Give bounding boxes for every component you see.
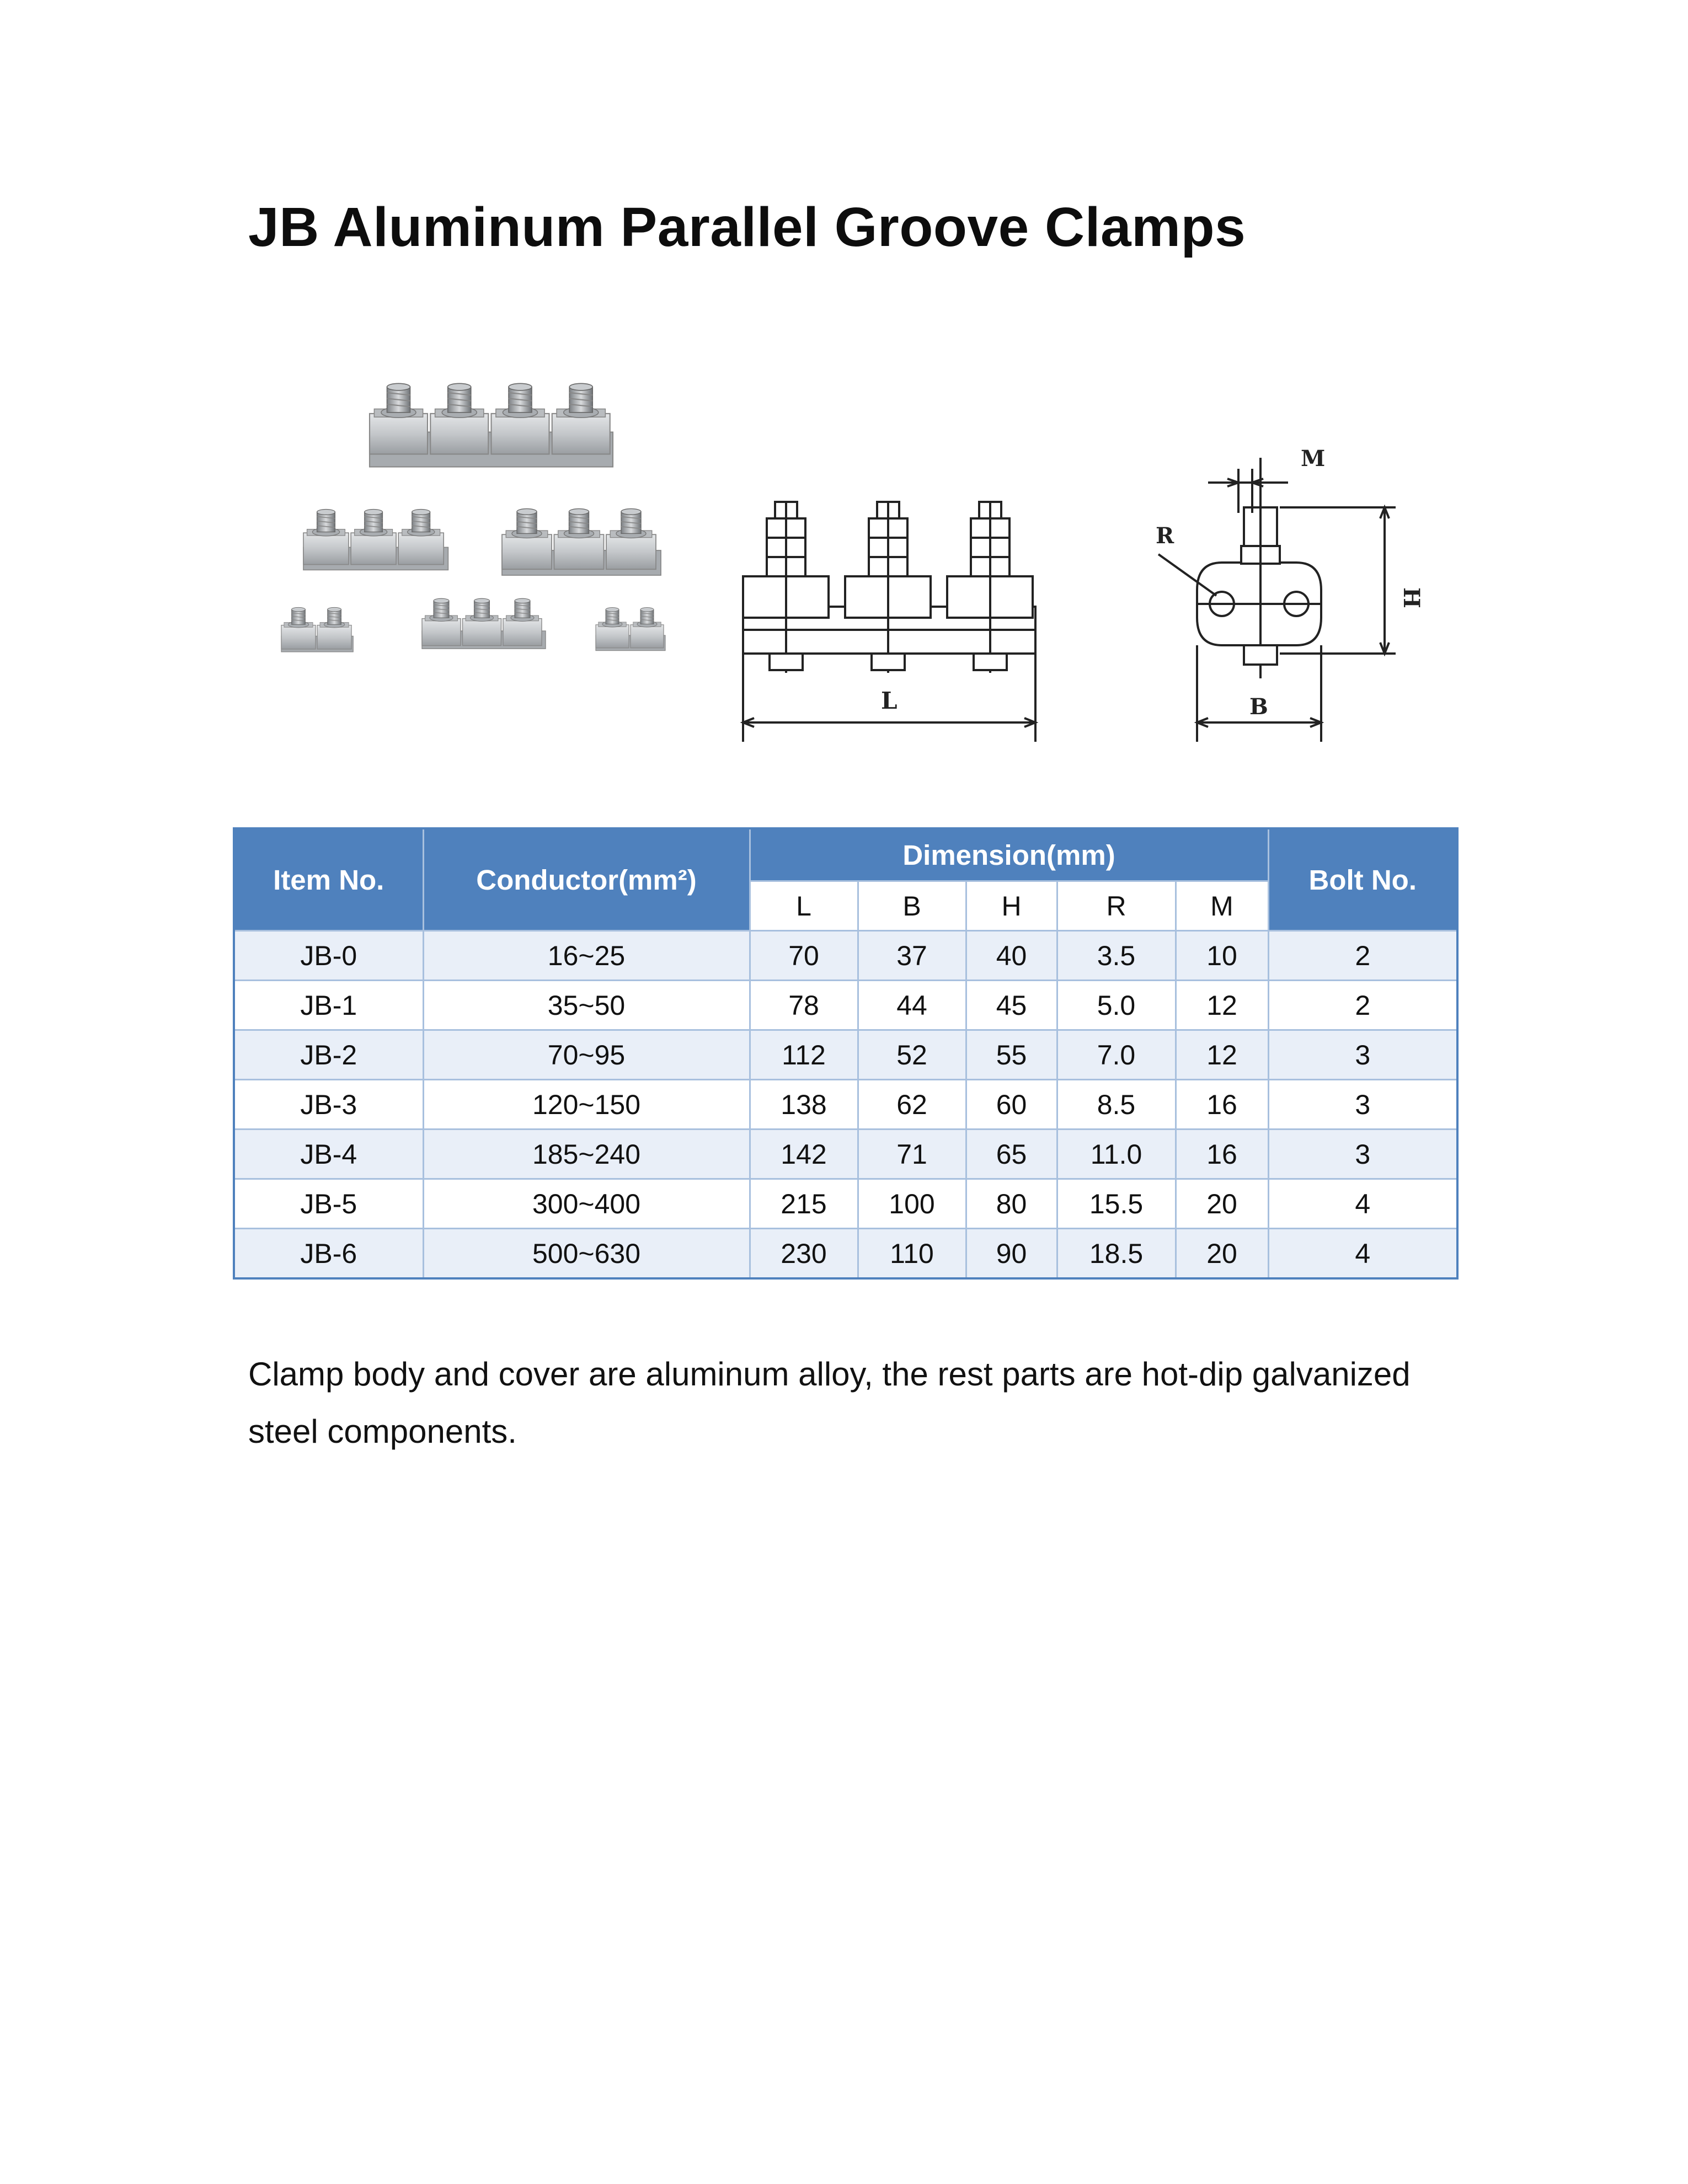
- cell-dim-L: 142: [750, 1130, 858, 1179]
- cell-bolt-no: 2: [1268, 931, 1457, 981]
- header-item-no: Item No.: [234, 828, 423, 931]
- cell-dim-B: 52: [858, 1030, 966, 1080]
- cell-dim-R: 11.0: [1057, 1130, 1176, 1179]
- clamps-photo: [270, 381, 701, 689]
- header-dim-B: B: [858, 881, 966, 931]
- header-conductor: Conductor(mm²): [423, 828, 750, 931]
- table-row: [234, 1229, 1457, 1279]
- cell-conductor: 70~95: [423, 1030, 750, 1080]
- spec-table: [233, 827, 1459, 1280]
- cell-dim-R: 18.5: [1057, 1229, 1176, 1279]
- cell-dim-H: 55: [966, 1030, 1057, 1080]
- cell-bolt-no: 4: [1268, 1179, 1457, 1229]
- cell-conductor: 185~240: [423, 1130, 750, 1179]
- front-view-drawing: [736, 485, 1078, 761]
- table-row: [234, 1080, 1457, 1130]
- cell-dim-R: 5.0: [1057, 981, 1176, 1030]
- cell-dim-B: 100: [858, 1179, 966, 1229]
- cell-dim-B: 44: [858, 981, 966, 1030]
- cell-conductor: 35~50: [423, 981, 750, 1030]
- cell-dim-B: 37: [858, 931, 966, 981]
- cell-bolt-no: 3: [1268, 1030, 1457, 1080]
- cell-dim-R: 15.5: [1057, 1179, 1176, 1229]
- table-row: [234, 981, 1457, 1030]
- cell-dim-B: 62: [858, 1080, 966, 1130]
- table-row: [234, 1130, 1457, 1179]
- cell-bolt-no: 3: [1268, 1080, 1457, 1130]
- header-dim-M: M: [1176, 881, 1268, 931]
- cell-dim-B: 110: [858, 1229, 966, 1279]
- front-label-L: L: [881, 687, 898, 714]
- cell-dim-M: 10: [1176, 931, 1268, 981]
- page-title: JB Aluminum Parallel Groove Clamps: [248, 196, 1246, 258]
- cell-dim-M: 16: [1176, 1130, 1268, 1179]
- side-label-R: R: [1156, 523, 1174, 549]
- table-row: [234, 1030, 1457, 1080]
- cell-dim-R: 8.5: [1057, 1080, 1176, 1130]
- cell-item-no: JB-2: [234, 1030, 423, 1080]
- cell-dim-H: 40: [966, 931, 1057, 981]
- cell-dim-H: 65: [966, 1130, 1057, 1179]
- cell-dim-M: 12: [1176, 1030, 1268, 1080]
- cell-dim-L: 230: [750, 1229, 858, 1279]
- header-dim-L: L: [750, 881, 858, 931]
- side-label-M: M: [1301, 446, 1326, 472]
- cell-item-no: JB-6: [234, 1229, 423, 1279]
- cell-bolt-no: 3: [1268, 1130, 1457, 1179]
- cell-dim-M: 16: [1176, 1080, 1268, 1130]
- cell-dim-M: 12: [1176, 981, 1268, 1030]
- header-dimension: Dimension(mm): [750, 828, 1268, 881]
- cell-item-no: JB-3: [234, 1080, 423, 1130]
- cell-item-no: JB-0: [234, 931, 423, 981]
- spec-table-body: [234, 931, 1457, 1279]
- cell-dim-R: 7.0: [1057, 1030, 1176, 1080]
- cell-dim-H: 80: [966, 1179, 1057, 1229]
- table-row: [234, 1179, 1457, 1229]
- cell-bolt-no: 2: [1268, 981, 1457, 1030]
- cell-dim-M: 20: [1176, 1229, 1268, 1279]
- cell-dim-M: 20: [1176, 1179, 1268, 1229]
- side-view-drawing: [1125, 436, 1445, 767]
- cell-conductor: 500~630: [423, 1229, 750, 1279]
- cell-item-no: JB-1: [234, 981, 423, 1030]
- cell-bolt-no: 4: [1268, 1229, 1457, 1279]
- cell-dim-H: 45: [966, 981, 1057, 1030]
- header-bolt-no: Bolt No.: [1268, 828, 1457, 931]
- cell-item-no: JB-5: [234, 1179, 423, 1229]
- cell-dim-L: 78: [750, 981, 858, 1030]
- cell-conductor: 300~400: [423, 1179, 750, 1229]
- cell-dim-B: 71: [858, 1130, 966, 1179]
- cell-dim-H: 90: [966, 1229, 1057, 1279]
- cell-dim-L: 138: [750, 1080, 858, 1130]
- cell-dim-L: 112: [750, 1030, 858, 1080]
- header-dim-H: H: [966, 881, 1057, 931]
- cell-dim-R: 3.5: [1057, 931, 1176, 981]
- side-label-H: H: [1398, 587, 1424, 608]
- cell-conductor: 16~25: [423, 931, 750, 981]
- cell-item-no: JB-4: [234, 1130, 423, 1179]
- material-note: Clamp body and cover are aluminum alloy, the rest parts are hot-dip galvanized steel components.: [248, 1356, 1411, 1450]
- header-dim-R: R: [1057, 881, 1176, 931]
- cell-conductor: 120~150: [423, 1080, 750, 1130]
- cell-dim-L: 215: [750, 1179, 858, 1229]
- table-row: [234, 931, 1457, 981]
- side-label-B: B: [1249, 694, 1268, 720]
- cell-dim-H: 60: [966, 1080, 1057, 1130]
- cell-dim-L: 70: [750, 931, 858, 981]
